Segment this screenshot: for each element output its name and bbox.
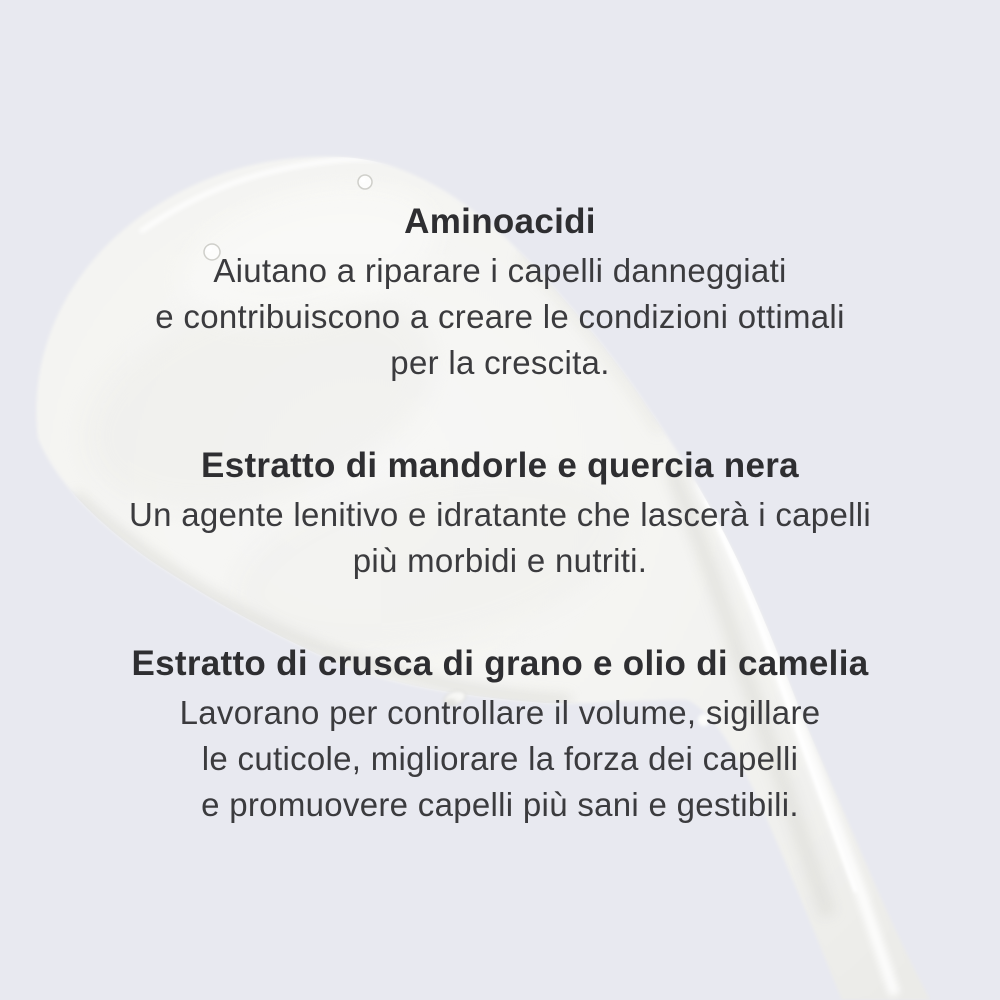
ingredient-description-line: e contribuiscono a creare le condizioni ottimali (155, 298, 845, 335)
ingredient-description-line: Lavorano per controllare il volume, sigillare (179, 694, 821, 731)
ingredient-heading: Estratto di crusca di grano e olio di camelia (131, 644, 869, 683)
ingredient-heading: Aminoacidi (404, 202, 596, 241)
ingredient-description-line: più morbidi e nutriti. (352, 542, 648, 579)
ingredient-description-line: Aiutano a riparare i capelli danneggiati (213, 252, 787, 289)
air-bubble (358, 175, 372, 189)
ingredient-heading: Estratto di mandorle e quercia nera (201, 446, 799, 485)
ingredient-description-line: e promuovere capelli più sani e gestibili. (201, 786, 799, 823)
ingredient-description-line: le cuticole, migliorare la forza dei capelli (201, 740, 799, 777)
ingredient-description-line: Un agente lenitivo e idratante che lascerà i capelli (128, 496, 872, 533)
ingredient-description-line: per la crescita. (390, 344, 610, 381)
ingredient-section-aminoacidi (0, 200, 1000, 386)
ingredient-section-crusca-camelia (0, 642, 1000, 828)
ingredient-section-mandorle-quercia (0, 444, 1000, 584)
